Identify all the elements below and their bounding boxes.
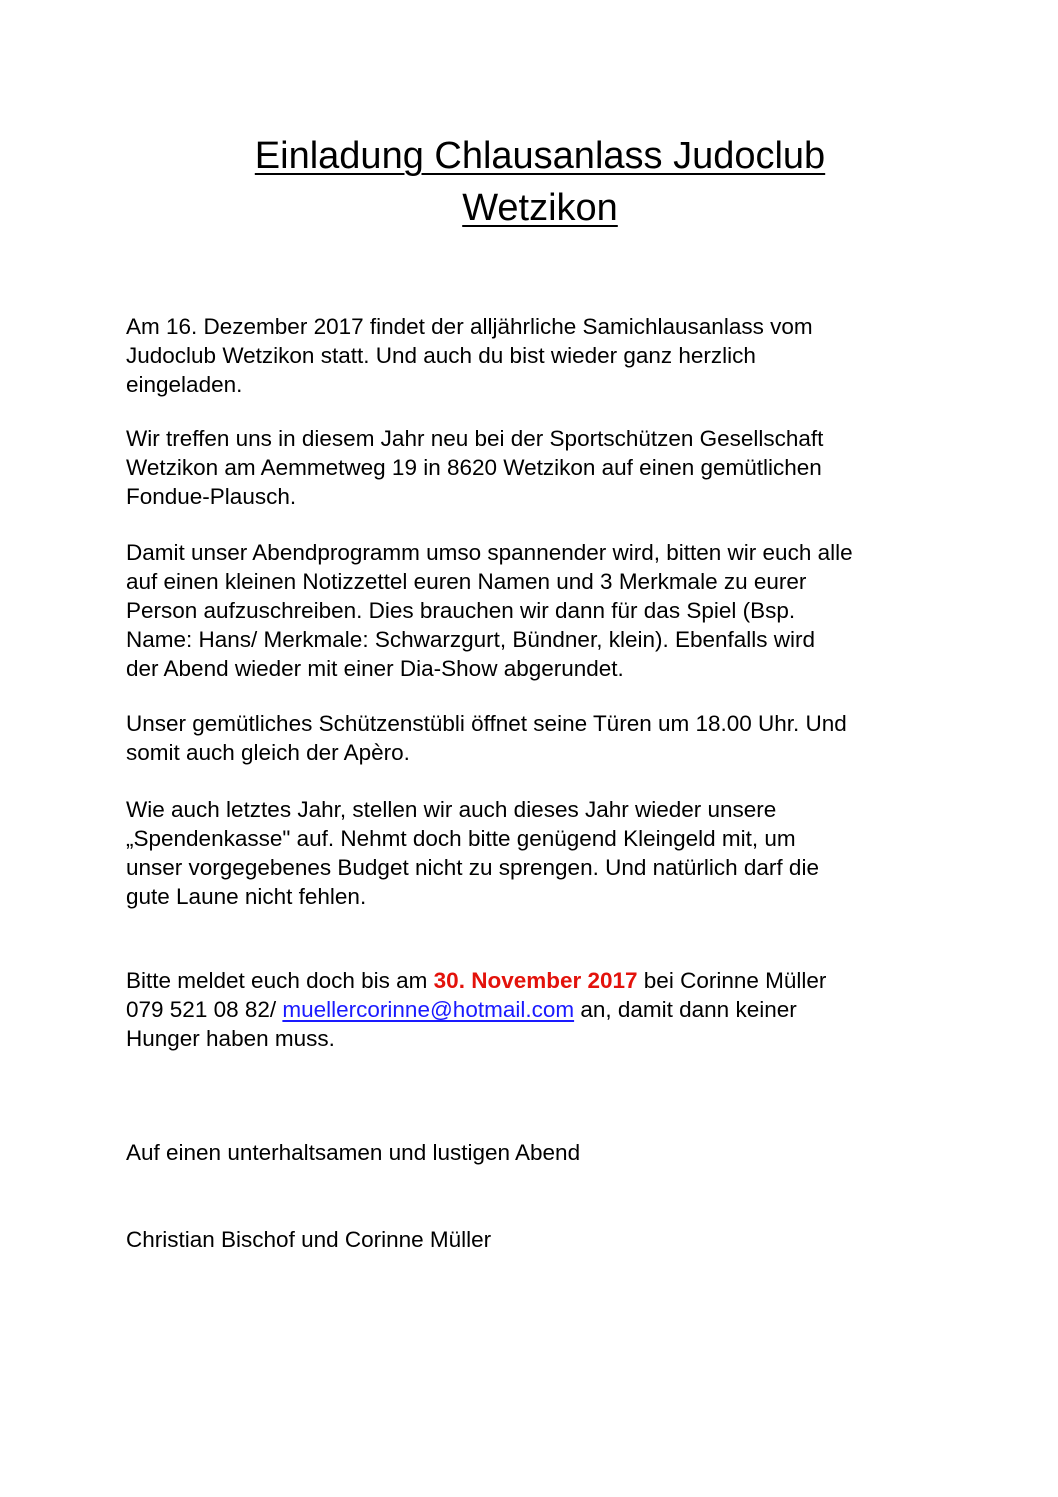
email-link[interactable]: muellercorinne@hotmail.com	[282, 997, 575, 1022]
paragraph-location: Wir treffen uns in diesem Jahr neu bei der Sportschützen Gesellschaft Wetzikon am Aemmetweg 19 in 8620 Wetzikon auf einen gemütlichen Fondue-Plausch.	[126, 426, 824, 509]
paragraph-opening: Unser gemütliches Schützenstübli öffnet seine Türen um 18.00 Uhr. Und somit auch gleich der Apèro.	[126, 711, 847, 765]
title-line-1: Einladung Chlausanlass Judoclub	[254, 135, 826, 177]
title-line-2: Wetzikon	[462, 187, 618, 229]
registration-text-end: an, damit dann keiner Hunger haben muss.	[126, 997, 797, 1051]
registration-text-start: Bitte meldet euch doch bis am	[126, 968, 434, 993]
registration-contact: bei Corinne Müller 079 521 08 82/	[126, 968, 827, 1022]
document-title	[200, 130, 880, 234]
paragraph-program: Damit unser Abendprogramm umso spannender wird, bitten wir euch alle auf einen kleinen Notizzettel euren Namen und 3 Merkmale zu eurer Person aufzuschreiben. Dies brauchen wir dann für das Spiel (Bsp. Name: Hans/ Merkmale: Schwarzgurt, Bündner, klein). Ebenfalls wird der Abend wieder mit einer Dia-Show abgerundet.	[126, 540, 853, 681]
closing-line: Auf einen unterhaltsamen und lustigen Abend	[126, 1140, 581, 1165]
registration-deadline: 30. November 2017	[433, 968, 638, 993]
paragraph-date: Am 16. Dezember 2017 findet der alljährliche Samichlausanlass vom Judoclub Wetzikon statt. Und auch du bist wieder ganz herzlich eingeladen.	[126, 314, 813, 397]
signature: Christian Bischof und Corinne Müller	[126, 1227, 492, 1252]
paragraph-registration	[126, 966, 956, 1053]
paragraph-donations: Wie auch letztes Jahr, stellen wir auch dieses Jahr wieder unsere „Spendenkasse" auf. Nehmt doch bitte genügend Kleingeld mit, um unser vorgegebenes Budget nicht zu sprengen. Und natürlich darf die gute Laune nicht fehlen.	[126, 797, 819, 909]
